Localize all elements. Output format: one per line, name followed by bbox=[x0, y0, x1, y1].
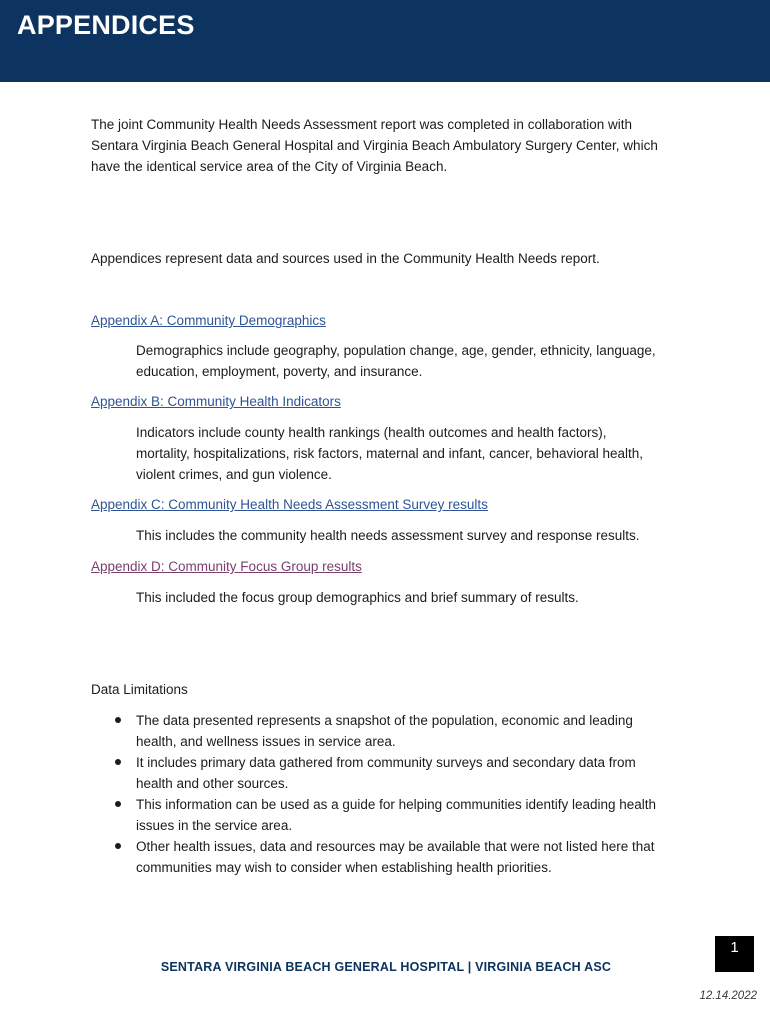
footer-date: 12.14.2022 bbox=[699, 990, 757, 1002]
bullet-icon bbox=[115, 843, 121, 849]
list-item-line: health and other sources. bbox=[136, 776, 289, 791]
appendix-b-description bbox=[136, 422, 696, 485]
appendix-b-desc-line: violent crimes, and gun violence. bbox=[136, 467, 332, 482]
list-item-line: health, and wellness issues in service area. bbox=[136, 734, 396, 749]
list-item-line: issues in the service area. bbox=[136, 818, 293, 833]
appendix-c-link[interactable]: Appendix C: Community Health Needs Assessment Survey results bbox=[91, 497, 488, 512]
appendix-c-desc-line: This includes the community health needs assessment survey and response results. bbox=[136, 528, 640, 543]
list-item-line: communities may wish to consider when establishing health priorities. bbox=[136, 860, 552, 875]
appendix-a-link[interactable]: Appendix A: Community Demographics bbox=[91, 313, 326, 328]
list-item-line: It includes primary data gathered from community surveys and secondary data from bbox=[136, 755, 636, 770]
appendix-c-description bbox=[136, 525, 696, 546]
appendix-a-desc-line: education, employment, poverty, and insurance. bbox=[136, 364, 423, 379]
intro-line-2: Sentara Virginia Beach General Hospital and Virginia Beach Ambulatory Surgery Center, which bbox=[91, 138, 658, 153]
appendix-d-description bbox=[136, 587, 696, 608]
data-limitations-heading: Data Limitations bbox=[91, 682, 188, 697]
appendix-d-desc-line: This included the focus group demographics and brief summary of results. bbox=[136, 590, 579, 605]
list-item bbox=[91, 752, 691, 794]
appendix-d-link[interactable]: Appendix D: Community Focus Group results bbox=[91, 559, 362, 574]
intro-line-1: The joint Community Health Needs Assessment report was completed in collaboration with bbox=[91, 117, 633, 132]
header-band bbox=[0, 0, 770, 82]
appendix-a-description bbox=[136, 340, 696, 382]
list-item-line: This information can be used as a guide for helping communities identify leading health bbox=[136, 797, 657, 812]
bullet-icon bbox=[115, 801, 121, 807]
bullet-icon bbox=[115, 759, 121, 765]
bullet-icon bbox=[115, 717, 121, 723]
list-item bbox=[91, 710, 691, 752]
summary-paragraph: Appendices represent data and sources used in the Community Health Needs report. bbox=[91, 251, 600, 266]
list-item-line: The data presented represents a snapshot of the population, economic and leading bbox=[136, 713, 633, 728]
data-limitations-list bbox=[91, 710, 691, 878]
footer-organization: SENTARA VIRGINIA BEACH GENERAL HOSPITAL | VIRGINIA BEACH ASC bbox=[160, 960, 612, 974]
page-number-badge: 1 bbox=[715, 936, 754, 972]
appendix-a-desc-line: Demographics include geography, population change, age, gender, ethnicity, language, bbox=[136, 343, 656, 358]
list-item-line: Other health issues, data and resources may be available that were not listed here that bbox=[136, 839, 655, 854]
intro-paragraph bbox=[91, 114, 691, 177]
page-title: APPENDICES bbox=[17, 10, 195, 40]
list-item bbox=[91, 836, 691, 878]
list-item bbox=[91, 794, 691, 836]
intro-line-3: have the identical service area of the City of Virginia Beach. bbox=[91, 159, 448, 174]
appendix-b-desc-line: mortality, hospitalizations, risk factors, maternal and infant, cancer, behavioral health, bbox=[136, 446, 644, 461]
appendix-b-desc-line: Indicators include county health rankings (health outcomes and health factors), bbox=[136, 425, 607, 440]
appendix-b-link[interactable]: Appendix B: Community Health Indicators bbox=[91, 394, 341, 409]
